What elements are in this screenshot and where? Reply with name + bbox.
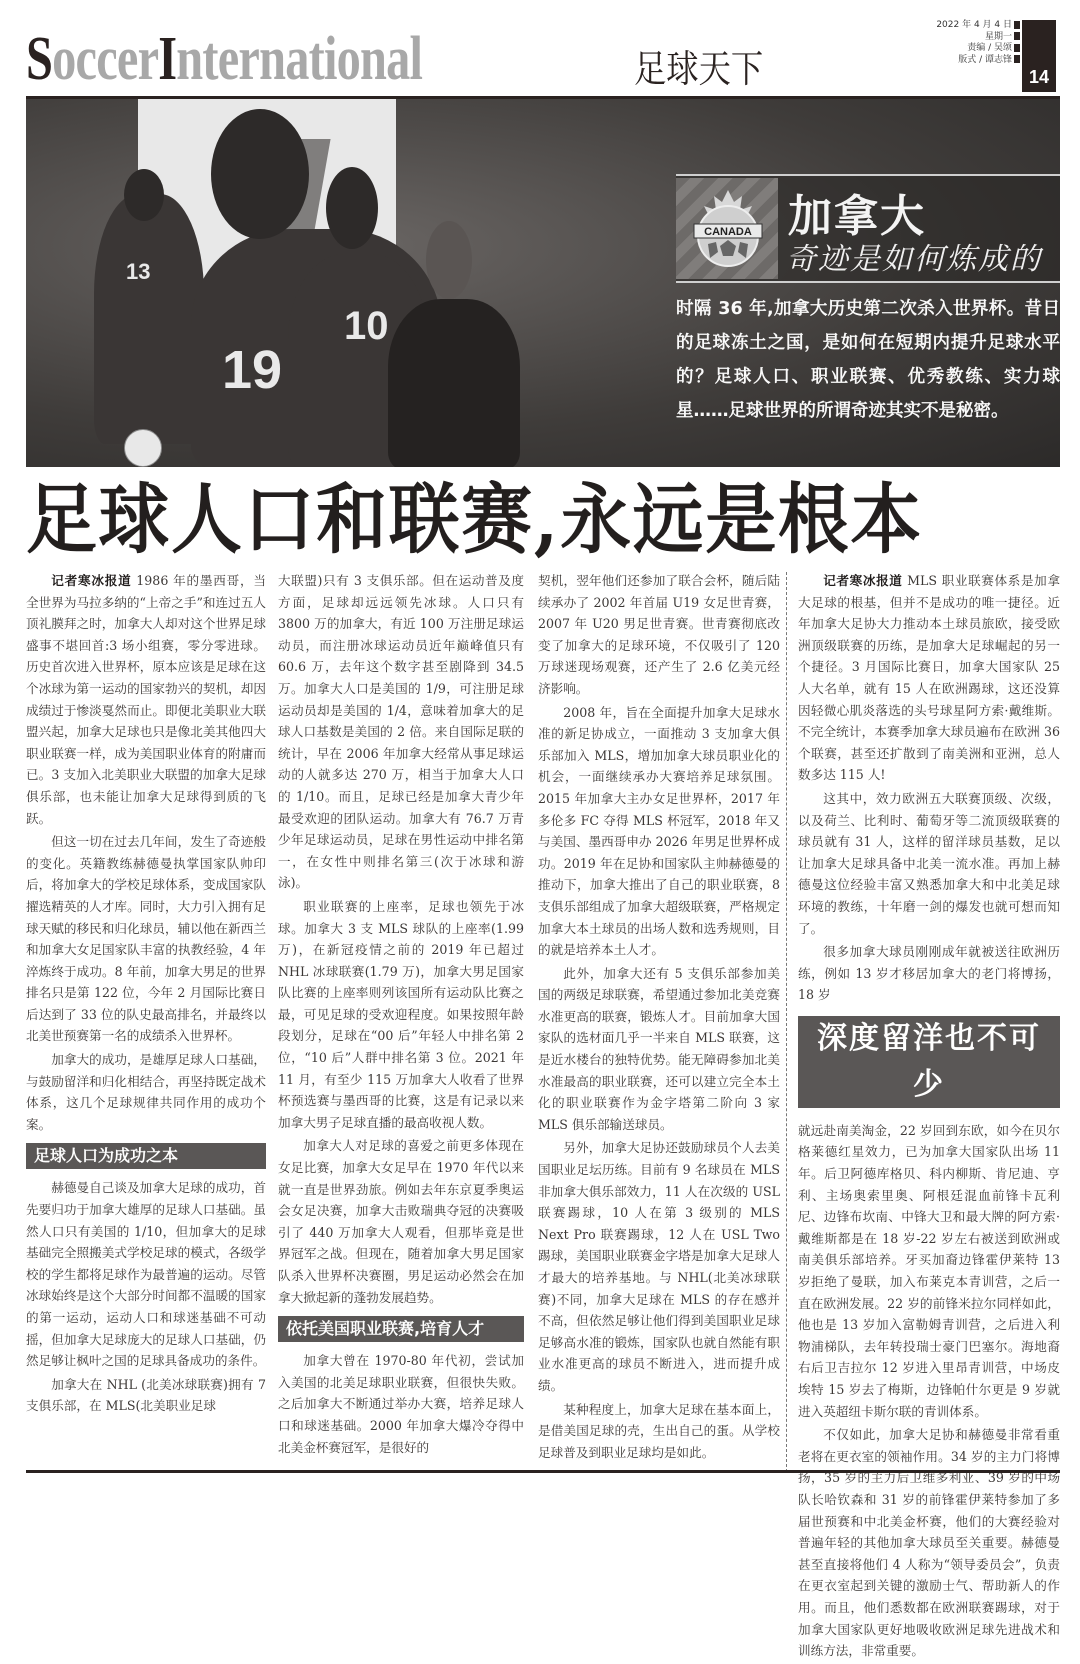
issue-layout: 版式 / 谭志锋 — [958, 55, 1020, 65]
article1-column-2: 大联盟)只有 3 支俱乐部。但在运动普及度方面，足球却远远领先冰球。人口只有 3800 万的加拿大，有近 100 万注册足球运动员，而注册冰球运动员近年巅峰值只有 60.6 万，去年这个数字甚至剧降到 34.5 万。加拿大人口是美国的 1/9，可注册足球运动员却是美国的 1/4，意味着加拿大的足球人口基数是美国的 2 倍。来自国际足联的统计，早在 2006 年加拿大经常从事足球运动的人就多达 270 万，相当于加拿大人口的 1/10。而且，足球已经是加拿大青少年最受欢迎的团队运动。加拿大有 76.7 万青少年足球运动员，足球在男性运动中排名第一，在女性中则排名第三(次于冰球和游泳)。 职业联赛的上座率，足球也领先于冰球。加拿大 3 支 MLS 球队的上座率(1.99 万)，在新冠疫情之前的 2019 年已超过 NHL 冰球联赛(1.79 万)，加拿大男足国家队比赛的上座率则列该国所有运动队比赛之最，可见足球的受欢迎程度。如果按照年龄段划分，足球在“00 后”年轻人中排名第 2 位，“10 后”人群中排名第 3 位。2021 年 11 月，有至少 115 万加拿大人收看了世界杯预选赛与墨西哥的比赛，这是有记录以来加拿大男子足球直播的最高收视人数。 加拿大人对足球的喜爱之前更多体现在女足比赛，加拿大女足早在 1970 年代以来就一直是世界劲旅。例如去年东京夏季奥运会女足决赛，加拿大击败瑞典夺冠的决赛吸引了 440 万加拿大人观看，但那毕竟是世界冠军之战。但现在，随着加拿大男足国家队杀入世界杯决赛圈，男足运动必然会在加拿大掀起新的蓬勃发展趋势。 依托美国职业联赛,培育人才 加拿大曾在 1970-80 年代初，尝试加入美国的北美足球职业联赛，但很快失败。之后加拿大不断通过举办大赛，培养足球人口和球迷基础。2000 年加拿大爆冷夺得中北美金杯赛冠军，是很好的 — [278, 573, 524, 1455]
soccer-ball — [124, 429, 162, 467]
coach — [388, 299, 520, 467]
player-13 — [94, 194, 204, 444]
article2-column: 记者寒冰报道 MLS 职业联赛体系是加拿大足球的根基，但并不是成功的唯一捷径。近年加拿大足协大力推动本土球员旅欧，接受欧洲顶级联赛的历练，是加拿大足球崛起的另一个捷径。3 月国际比赛日，加拿大国家队 25 人大名单，就有 15 人在欧洲踢球，这还没算因轻微心肌炎落选的头号球星阿方索·戴维斯。不完全统计，本赛季加拿大球员遍布在欧洲 36 个联赛，甚至还扩散到了南美洲和亚洲，总人数多达 115 人! 这其中，效力欧洲五大联赛顶级、次级，以及荷兰、比利时、葡萄牙等二流顶级联赛的球员就有 31 人，这样的留洋球员基数，足以让加拿大足球具备中北美一流水准。再加上赫德曼这位经验丰富又熟悉加拿大和中北美足球环境的教练，十年磨一剑的爆发也就可想而知了。 很多加拿大球员刚刚成年就被送往欧洲历练，例如 13 岁才移居加拿大的老门将博扬，18 岁 深度留洋也不可少 就远赴南美淘金，22 岁回到东欧，如今在贝尔格莱德红星效力，已为加拿大国家队出场 11 年。后卫阿德库格贝、科内柳斯、肯尼迪、亨利、主场奥索里奥、阿根廷混血前锋卡瓦利尼、边锋布坎南、中锋大卫和最大牌的阿方索·戴维斯都是在 18 岁-22 岁左右被送到欧洲或南美俱乐部培养。牙买加裔边锋霍伊莱特 13 岁拒绝了曼联，加入布莱克本青训营，之后一直在欧洲发展。22 岁的前锋米拉尔同样如此，他也是 13 岁加入富勒姆青训营，之后进入利物浦梯队，去年转投瑞士豪门巴塞尔。海地裔右后卫吉拉尔 12 岁进入里昂青训营，中场皮埃特 15 岁去了梅斯，边锋帕什尔更是 9 岁就进入英超纽卡斯尔联的青训体系。 不仅如此，加拿大足协和赫德曼非常看重老将在更衣室的领袖作用。34 岁的主力门将博扬，35 岁的主力后卫维多利亚、39 岁的中场队长哈钦森和 31 岁的前锋霍伊莱特参加了多届世预赛和中北美金杯赛，他们的大赛经验对普遍年轻的其他加拿大球员至关重要。赫德曼甚至直接将他们 4 人称为“领导委员会”，负责在更衣室起到关键的激励士气、帮助新人的作用。而且，他们悉数都在欧洲联赛踢球，对于加拿大国家队更好地吸收欧洲足球先进战术和训练方法，非常重要。 — [798, 573, 1060, 1659]
jersey-number-13: 13 — [126, 259, 151, 284]
svg-text:CANADA: CANADA — [704, 226, 752, 238]
promo-title: 加拿大 — [788, 191, 926, 242]
page-headline: 足球人口和联赛,永远是根本 — [26, 475, 923, 564]
issue-editor: 责编 / 吴颂 — [967, 43, 1020, 53]
promo-subtitle: 奇迹是如何炼成的 — [786, 242, 1042, 277]
issue-date: 2022 年 4 月 4 日 — [936, 20, 1020, 30]
masthead-title-en: SoccerInternational — [26, 25, 423, 93]
hero-image — [26, 96, 1060, 467]
page-number: 14 — [1022, 20, 1056, 92]
jersey-number-10: 10 — [344, 304, 389, 348]
promo-text: 时隔 36 年,加拿大历史第二次杀入世界杯。昔日的足球冻土之国，是如何在短期内提升足球水平的？足球人口、职业联赛、优秀教练、实力球星……足球世界的所谓奇迹其实不是秘密。 — [676, 299, 1060, 421]
jersey-number-19: 19 — [222, 340, 283, 400]
canada-soccer-crest-icon — [690, 188, 766, 268]
byline: 记者寒冰报道 — [51, 573, 132, 588]
footer-rule — [26, 1470, 1060, 1473]
masthead-title-cn: 足球天下 — [634, 47, 764, 91]
issue-weekday: 星期一 — [985, 32, 1020, 42]
article1-column-3: 契机，翌年他们还参加了联合会杯，随后陆续承办了 2002 年首届 U19 女足世青赛，2007 年 U20 男足世青赛。世青赛彻底改变了加拿大的足球环境，不仅吸引了 120 万球迷现场观赛，还产生了 2.6 亿美元经济影响。 2008 年，旨在全面提升加拿大足球水准的新足协成立，一面推动 3 支加拿大俱乐部加入 MLS，增加加拿大球员职业化的机会，一面继续承办大赛培养足球氛围。2015 年加拿大主办女足世界杯，2017 年多伦多 FC 夺得 MLS 杯冠军，2018 年又与美国、墨西哥申办 2026 年男足世界杯成功。2019 年在足协和国家队主帅赫德曼的推动下，加拿大推出了自己的职业联赛，8 支俱乐部组成了加拿大超级联赛，严格规定加拿大本土球员的出场人数和选秀规则，目的就是培养本土人才。 此外，加拿大还有 5 支俱乐部参加美国的两级足球联赛，希望通过参加北美竞赛水准更高的联赛，锻炼人才。目前加拿大国家队的选材面几乎一半来自 MLS 联赛，这是近水楼台的独特优势。能无障碍参加北美水准最高的职业联赛，还可以建立完全本土化的职业联赛作为金字塔第二阶向 3 家 MLS 俱乐部输送球员。 另外，加拿大足协还鼓励球员个人去美国职业足坛历练。目前有 9 名球员在 MLS 非加拿大俱乐部效力，11 人在次级的 USL 联赛踢球，10 人在第 3 级别的 MLS Next Pro 联赛踢球，12 人在 USL Two 踢球，美国职业联赛金字塔是加拿大足球人才最大的培养基地。与 NHL(北美冰球联赛)不同，加拿大足球在 MLS 的存在感并不高，但依然足够让他们得到美国职业足球足够高水准的锻炼，国家队也就自然能有职业水准更高的球员不断进入，进而提升成绩。 某种程度上，加拿大足球在基本面上，是借美国足球的壳，生出自己的蛋。从学校足球普及到职业足球均是如此。 — [538, 573, 780, 1460]
issue-meta — [936, 20, 1020, 66]
promo-box — [676, 174, 1060, 467]
subhead-football-population: 足球人口为成功之本 — [26, 1143, 266, 1169]
byline-2: 记者寒冰报道 — [823, 573, 903, 588]
subhead-studying-abroad: 深度留洋也不可少 — [798, 1016, 1060, 1108]
subhead-us-leagues: 依托美国职业联赛,培育人才 — [278, 1316, 524, 1342]
article1-column-1: 记者寒冰报道 1986 年的墨西哥，当全世界为马拉多纳的“上帝之手”和连过五人顶礼膜拜之时，加拿大人却对这个世界足球盛事不堪回首:3 场小组赛，零分零进球。历史首次进入世界杯，原本应该是足球在这个冰球为第一运动的国家勃兴的契机，却因成绩过于惨淡戛然而止。即便北美职业大联盟兴起，加拿大足球也只是像北美其他四大职业联赛一样，成为美国职业体育的附庸而已。3 支加入北美职业大联盟的加拿大足球俱乐部，也未能让加拿大足球得到质的飞跃。 但这一切在过去几年间，发生了奇迹般的变化。英籍教练赫德曼执掌国家队帅印后，将加拿大的学校足球体系，变成国家队擢选精英的人才库。同时，大力引入拥有足球天赋的移民和归化球员，辅以他在新西兰和加拿大女足国家队丰富的执教经验，4 年淬炼终于成功。8 年前，加拿大男足的世界排名只是第 122 位，今年 2 月国际比赛日后达到了 33 位的队史最高排名，并最终以北美世预赛第一名的成绩杀入世界杯。 加拿大的成功，是雄厚足球人口基础，与鼓励留洋和归化相结合，再坚持既定战术体系，这几个足球规律共同作用的成功个案。 足球人口为成功之本 赫德曼自己谈及加拿大足球的成功，首先要归功于加拿大雄厚的足球人口基础。虽然人口只有美国的 1/10，但加拿大的足球基础完全照搬美式学校足球的模式，各级学校的学生都将足球作为最普遍的运动。尽管冰球始终是这个大部分时间都不温暖的国家的第一运动，运动人口和球迷基础不可动摇，但加拿大足球庞大的足球人口基础，仍然足够让枫叶之国的足球具备成功的条件。 加拿大在 NHL (北美冰球联赛)拥有 7 支俱乐部，在 MLS(北美职业足球 — [26, 573, 266, 1414]
column-divider — [786, 572, 787, 1472]
